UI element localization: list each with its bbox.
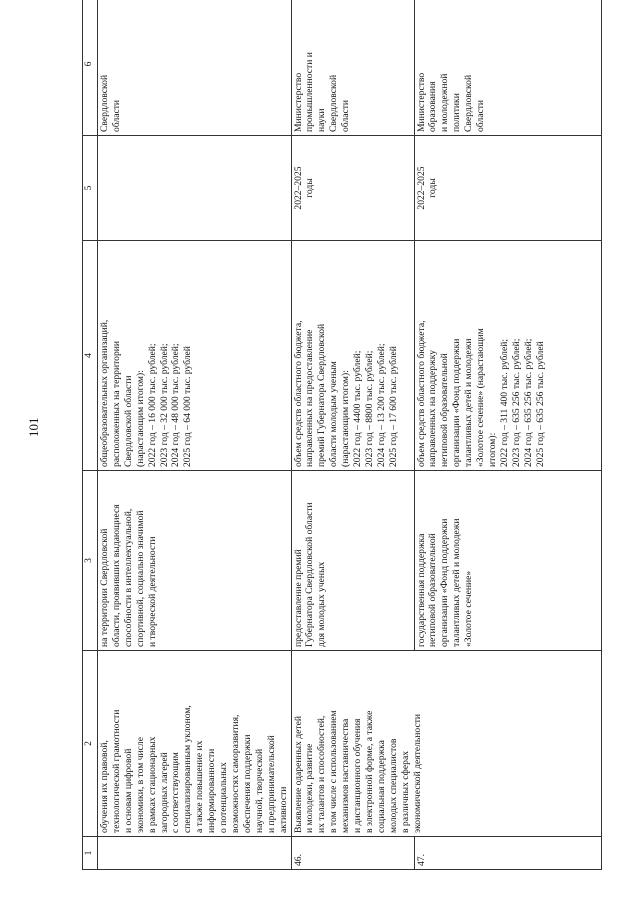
column-header-3: 3 [83, 471, 98, 651]
row-number-cell: 47. [414, 837, 602, 870]
indicator-cell: объем средств областного бюджета, направленных на поддержку нетиповой образовательной организации «Фонд поддержки талантливых детей и молодежи «Золотое сечение» (нарастающим итогом): 2022 год – 311 400 тыс. рублей; 2023 год – 635 256 тыс. рублей; 2024 год – 635 256 тыс. рублей; 2025 год – 635 256 тыс. рублей [414, 241, 602, 471]
column-header-4: 4 [83, 241, 98, 471]
page-number: 101 [26, 417, 41, 437]
period-cell: 2022–2025 годы [291, 136, 414, 241]
period-cell [98, 136, 292, 241]
event-cell: государственная поддержка нетиповой образовательной организации «Фонд поддержки талантливых детей и молодежи «Золотое сечение» [414, 471, 602, 651]
column-header-1: 1 [83, 837, 98, 870]
table-row-46 [291, 0, 414, 870]
executor-cell: Министерство промышленности и науки Свердловской области [291, 0, 414, 136]
table-header-row [83, 0, 98, 870]
column-header-2: 2 [83, 651, 98, 837]
column-header-5: 5 [83, 136, 98, 241]
measures-table [82, 0, 602, 870]
period-cell: 2022–2025 годы [414, 136, 602, 241]
row-number-cell: 46. [291, 837, 414, 870]
executor-cell: Свердловской области [98, 0, 292, 136]
event-cell: на территории Свердловской области, проявивших выдающиеся способности в интеллектуальной, спортивной, социально значимой и творческой деятельности [98, 471, 292, 651]
event-cell: предоставление премий Губернатора Свердловской области для молодых ученых [291, 471, 414, 651]
row-number-cell [98, 837, 292, 870]
indicator-cell: общеобразовательных организаций, расположенных на территории Свердловской области (нарастающим итогом): 2022 год – 16 000 тыс. рублей; 2023 год – 32 000 тыс. рублей; 2024 год – 48 000 тыс. рублей; 2025 год – 64 000 тыс. рублей [98, 241, 292, 471]
task-cell: Выявление одаренных детей и молодежи, развитие их талантов и способностей, в том числе с использованием механизмов наставничества и дистанционного обучения в электронной форме, а также социальная поддержка молодых специалистов в различных сферах экономической деятельности [291, 651, 602, 837]
indicator-cell: объем средств областного бюджета, направленных на предоставление премий Губернатора Свердловской области молодым ученым (нарастающим итогом): 2022 год – 4400 тыс. рублей; 2023 год – 8800 тыс. рублей; 2024 год – 13 200 тыс. рублей; 2025 год – 17 600 тыс. рублей [291, 241, 414, 471]
rotated-table-container [82, 35, 602, 870]
task-cell: обучения их правовой, технологической грамотности и основам цифровой экономики, в том числе в рамках стационарных загородных лагерей с соответствующим специализированным уклоном, а также повышение их информированности о потенциальных возможностях саморазвития, обеспечения поддержки научной, творческой и предпринимательской активности [98, 651, 292, 837]
column-header-6: 6 [83, 0, 98, 136]
table-row-continuation [98, 0, 292, 870]
executor-cell: Министерство образования и молодежной политики Свердловской области [414, 0, 602, 136]
